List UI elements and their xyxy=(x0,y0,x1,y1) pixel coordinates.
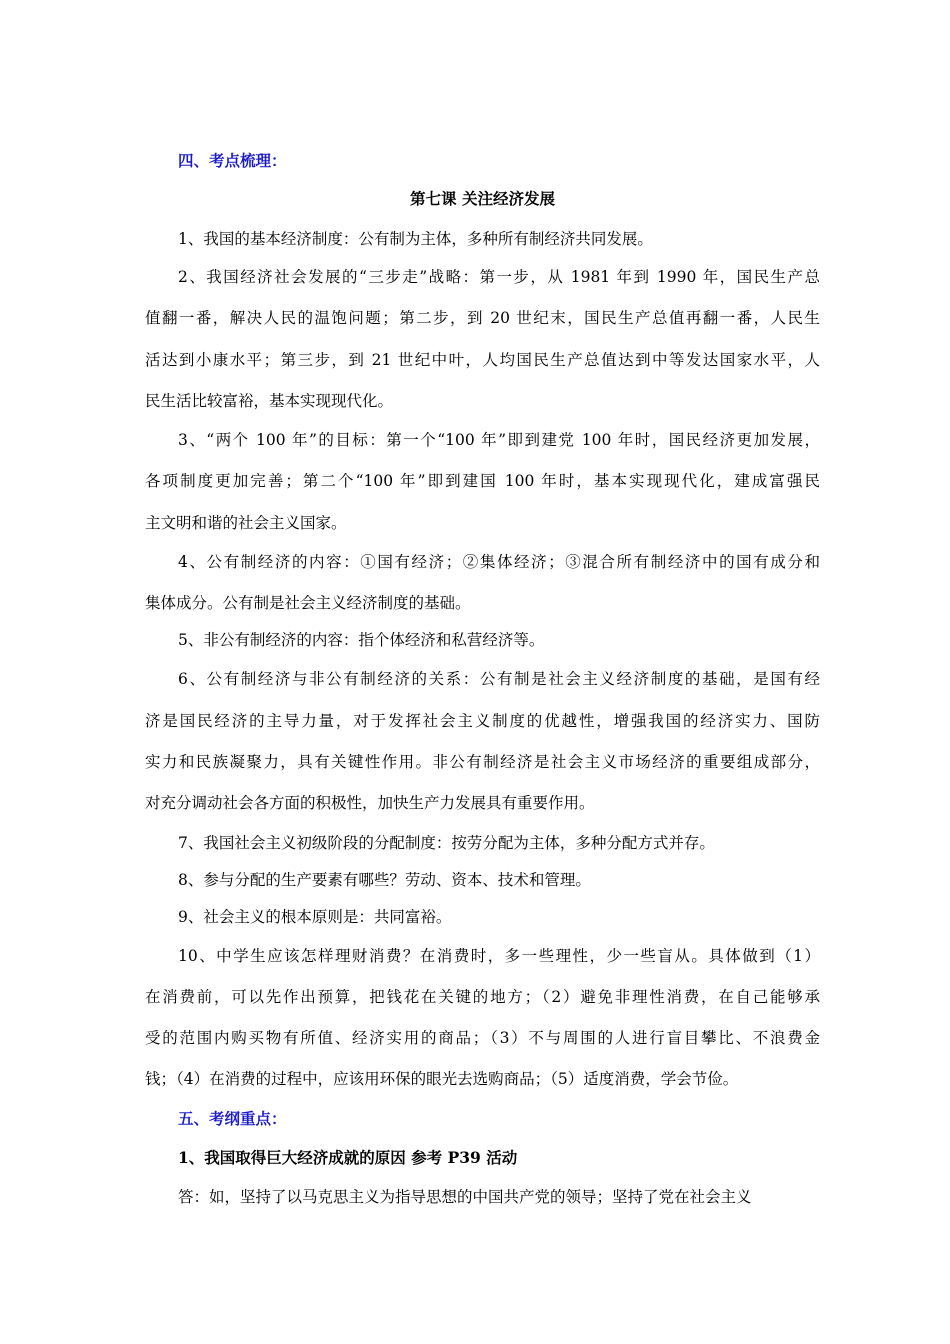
item-5: 5、非公有制经济的内容：指个体经济和私营经济等。 xyxy=(178,631,545,650)
item-2-line-4: 民生活比较富裕，基本实现现代化。 xyxy=(145,391,394,410)
item-6-line-4: 对充分调动社会各方面的积极性，加快生产力发展具有重要作用。 xyxy=(145,794,595,813)
item-1: 1、我国的基本经济制度：公有制为主体，多种所有制经济共同发展。 xyxy=(178,230,653,248)
item-3-line-3: 主文明和谐的社会主义国家。 xyxy=(145,513,347,532)
item-10-line-1: 10、中学生应该怎样理财消费？在消费时，多一些理性，少一些盲从。具体做到（1） xyxy=(178,946,820,965)
item-2-line-2: 值翻一番，解决人民的温饱问题；第二步，到 20 世纪末，国民生产总值再翻一番，人民生 xyxy=(145,309,820,328)
item-9: 9、社会主义的根本原则是：共同富裕。 xyxy=(178,907,452,926)
item-6-line-1: 6、公有制经济与非公有制经济的关系：公有制是社会主义经济制度的基础，是国有经 xyxy=(178,670,820,689)
section-heading-kaogang: 五、考纲重点： xyxy=(178,1108,287,1128)
item-4-line-2: 集体成分。公有制是社会主义经济制度的基础。 xyxy=(145,594,471,613)
key-point-1-answer: 答：如，坚持了以马克思主义为指导思想的中国共产党的领导；坚持了党在社会主义 xyxy=(178,1187,752,1206)
item-2-line-3: 活达到小康水平；第三步，到 21 世纪中叶，人均国民生产总值达到中等发达国家水平，人 xyxy=(145,350,820,369)
item-6-line-2: 济是国民经济的主导力量，对于发挥社会主义制度的优越性，增强我国的经济实力、国防 xyxy=(145,711,820,730)
item-10-line-3: 受的范围内购买物有所值、经济实用的商品；（3）不与周围的人进行盲目攀比、不浪费金 xyxy=(145,1029,820,1048)
item-3-line-2: 各项制度更加完善；第二个“100 年”即到建国 100 年时，基本实现现代化，建成富强民 xyxy=(145,472,820,491)
item-8: 8、参与分配的生产要素有哪些？劳动、资本、技术和管理。 xyxy=(178,870,591,889)
document-body xyxy=(145,151,820,1228)
lesson-title: 第七课 关注经济发展 xyxy=(410,189,555,208)
item-7: 7、我国社会主义初级阶段的分配制度：按劳分配为主体，多种分配方式并存。 xyxy=(178,833,715,852)
section-heading-kaodian: 四、考点梳理： xyxy=(178,151,287,170)
key-point-1-title: 1、我国取得巨大经济成就的原因 参考 P39 活动 xyxy=(178,1147,518,1167)
item-10-line-2: 在消费前，可以先作出预算，把钱花在关键的地方；（2）避免非理性消费，在自己能够承 xyxy=(145,987,820,1006)
item-10-line-4: 钱；（4）在消费的过程中，应该用环保的眼光去选购商品；（5）适度消费，学会节俭。 xyxy=(145,1070,739,1089)
item-6-line-3: 实力和民族凝聚力，具有关键性作用。非公有制经济是社会主义市场经济的重要组成部分， xyxy=(145,752,820,771)
item-4-line-1: 4、公有制经济的内容：①国有经济；②集体经济；③混合所有制经济中的国有成分和 xyxy=(178,553,820,572)
item-3-line-1: 3、“两个 100 年”的目标：第一个“100 年”即到建党 100 年时，国民经济更加发展， xyxy=(178,431,820,450)
item-2-line-1: 2、我国经济社会发展的“三步走”战略：第一步，从 1981 年到 1990 年，国民生产总 xyxy=(178,268,820,286)
